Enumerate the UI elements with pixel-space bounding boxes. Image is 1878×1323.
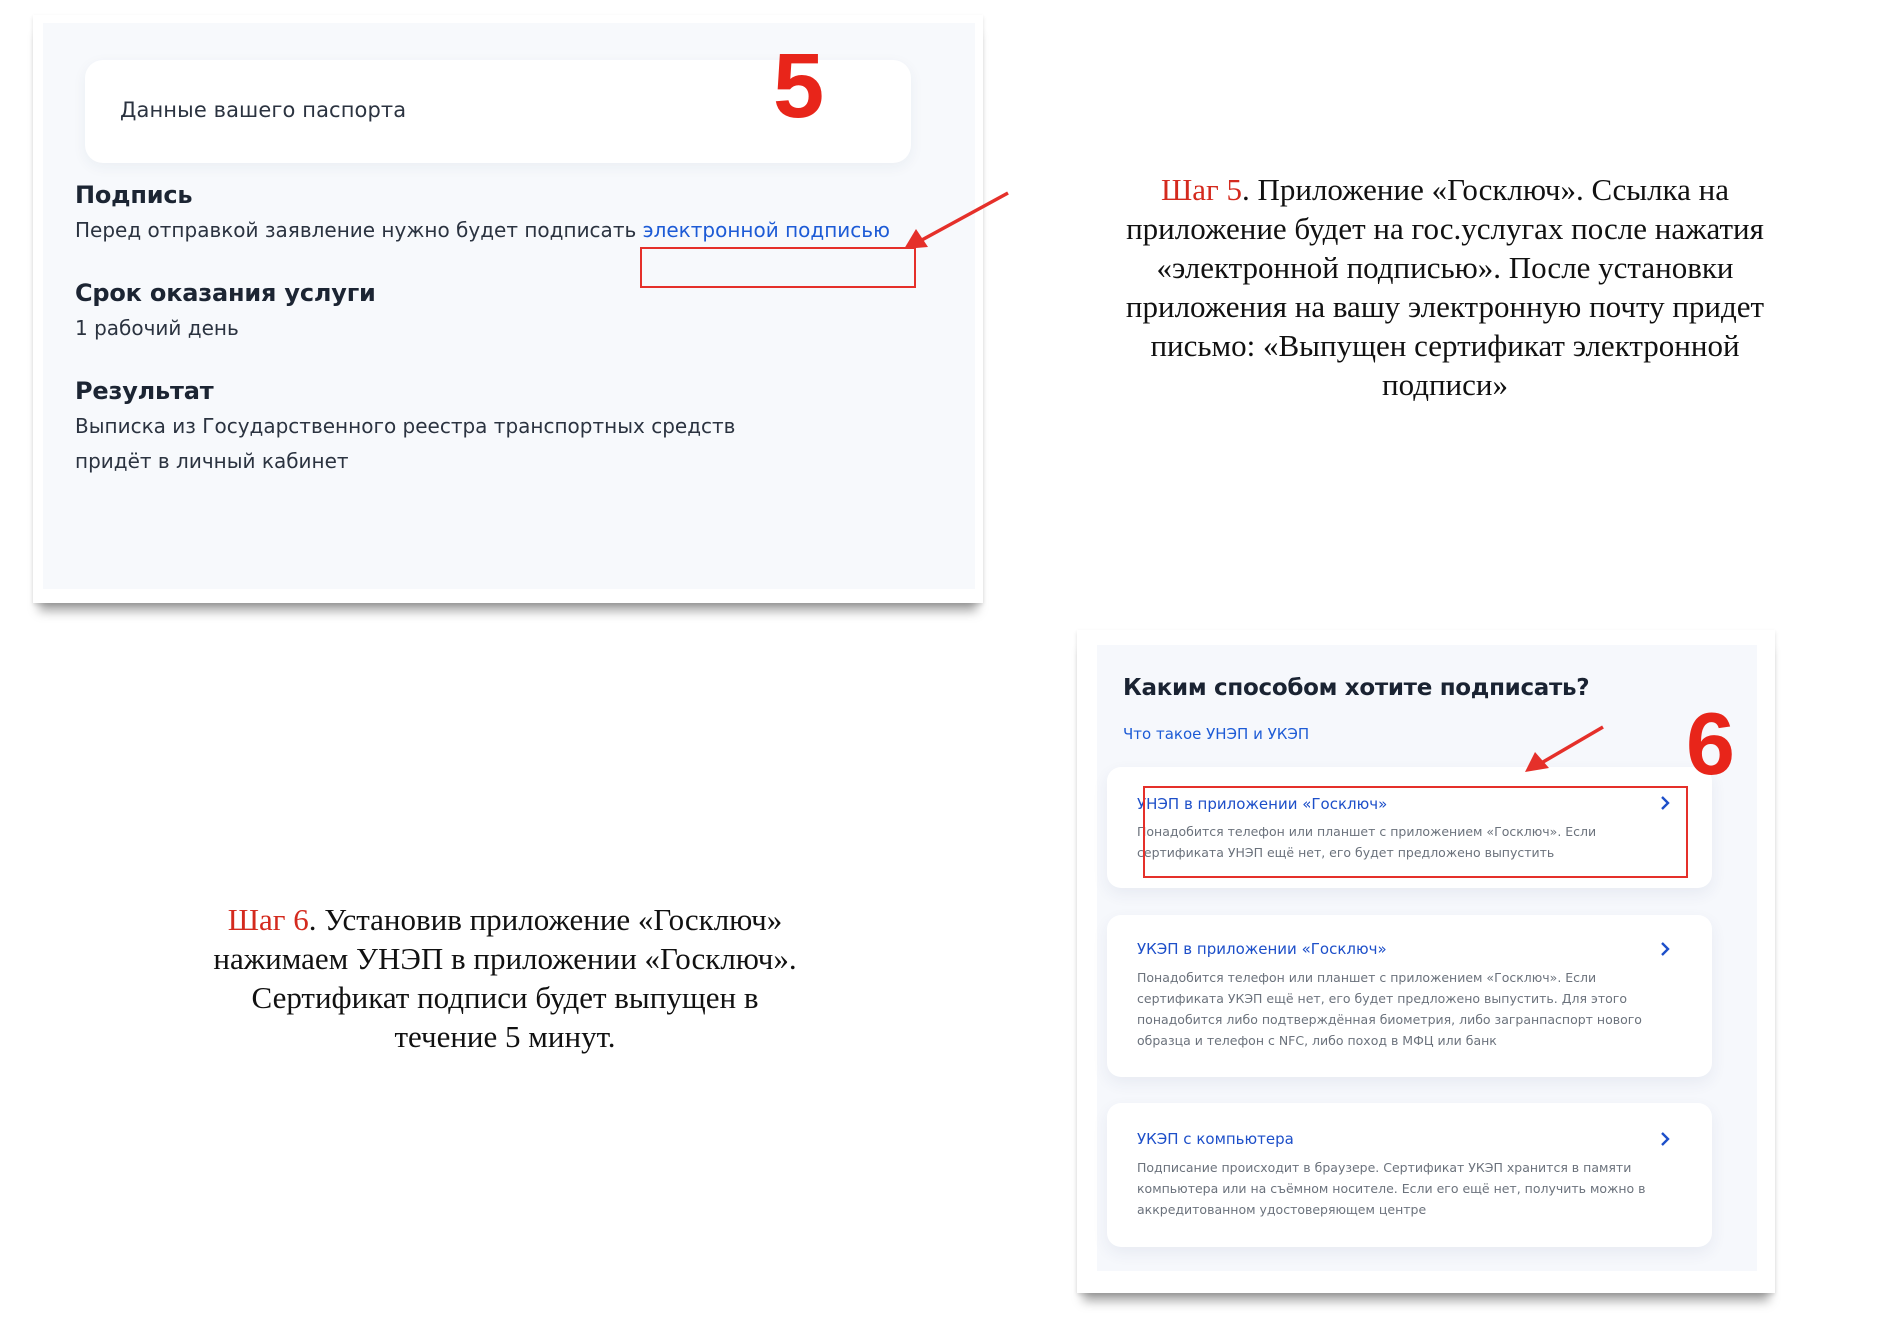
what-is-unep-ukep-link[interactable]: Что такое УНЭП и УКЭП xyxy=(1123,725,1310,743)
step5-screenshot xyxy=(33,15,983,603)
electronic-signature-link[interactable]: электронной подписью xyxy=(642,218,890,242)
step6-caption xyxy=(205,900,805,1056)
link-highlight-box xyxy=(640,247,916,288)
step-number-6: 6 xyxy=(1686,694,1735,793)
option-description: Подписание происходит в браузере. Сертификат УКЭП хранится в памяти компьютера или на съёмном носителе. Если его ещё нет, получить можно в аккредитованном удостоверяющем центре xyxy=(1137,1160,1646,1217)
option-title: УНЭП в приложении «Госключ» xyxy=(1137,795,1388,813)
step-number-5: 5 xyxy=(773,35,825,137)
signing-method-panel xyxy=(1097,645,1757,1271)
step5-label: Шаг 5 xyxy=(1160,172,1242,207)
option-ukep-goskey[interactable] xyxy=(1107,915,1712,1077)
step6-screenshot xyxy=(1077,630,1775,1293)
signature-description: Перед отправкой заявление нужно будет подписать xyxy=(75,218,637,242)
signature-text xyxy=(75,213,935,248)
result-text: Выписка из Государственного реестра транспортных средств придёт в личный кабинет xyxy=(75,414,736,473)
step6-caption-text: . Установив приложение «Госключ» нажимаем УНЭП в приложении «Госключ». Сертификат подписи будет выпущен в течение 5 минут. xyxy=(213,902,797,1054)
option-title: УКЭП с компьютера xyxy=(1137,1130,1294,1148)
red-arrow-icon xyxy=(890,185,1020,260)
option-description: Понадобится телефон или планшет с приложением «Госключ». Если сертификата УКЭП ещё нет, его будет предложено выпустить. Для этого понадобится либо подтверждённая биометрия, либо загранпаспорт нового образца и телефон с NFC, либо поход в МФЦ или банк xyxy=(1137,970,1642,1048)
step5-caption-text: . Приложение «Госключ». Ссылка на приложение будет на гос.услугах после нажатия «электронной подписью». После установки приложения на вашу электронную почту придет письмо: «Выпущен сертификат электронной подписи» xyxy=(1125,172,1765,402)
chevron-right-icon xyxy=(1656,940,1674,958)
service-time-heading: Срок оказания услуги xyxy=(75,279,376,307)
step6-label: Шаг 6 xyxy=(227,902,309,937)
option-title: УКЭП в приложении «Госключ» xyxy=(1137,940,1387,958)
option-description: Понадобится телефон или планшет с приложением «Госключ». Если сертификата УНЭП ещё нет, его будет предложено выпустить xyxy=(1137,824,1597,860)
chevron-right-icon xyxy=(1656,1130,1674,1148)
passport-data-label: Данные вашего паспорта xyxy=(120,98,407,122)
service-info-panel xyxy=(43,23,975,589)
signature-heading: Подпись xyxy=(75,181,193,209)
result-heading: Результат xyxy=(75,377,214,405)
option-highlight-box xyxy=(1143,786,1688,878)
step5-caption xyxy=(1100,170,1790,404)
option-ukep-computer[interactable] xyxy=(1107,1103,1712,1247)
red-arrow-icon xyxy=(1515,718,1615,780)
service-time-text: 1 рабочий день xyxy=(75,316,239,340)
signing-method-title: Каким способом хотите подписать? xyxy=(1123,675,1590,701)
